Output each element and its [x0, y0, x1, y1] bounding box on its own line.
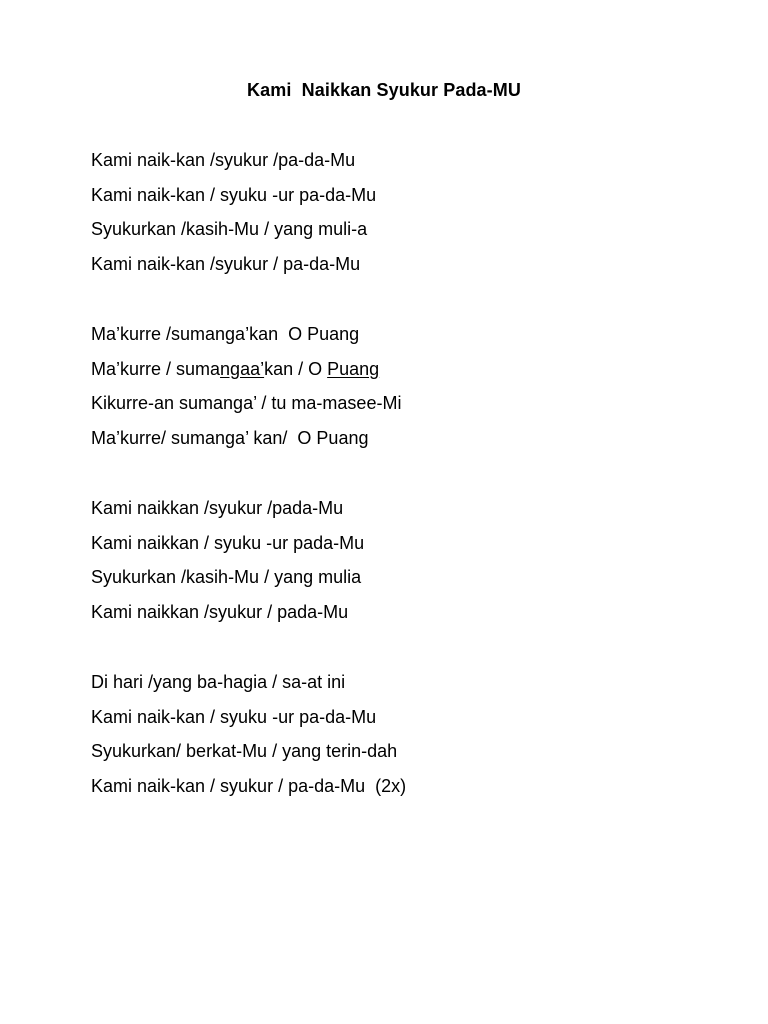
lyric-line: Kami naik-kan / syukur / pa-da-Mu (2x) [91, 776, 407, 797]
lyric-line: Ma’kurre/ sumanga’ kan/ O Puang [91, 428, 369, 449]
lyric-line: Di hari /yang ba-hagia / sa-at ini [91, 672, 346, 692]
verse-1 [91, 149, 376, 288]
lyric-line: Kami naik-kan / syuku -ur pa-da-Mu [91, 706, 377, 727]
verse-2 [91, 323, 401, 462]
verse-3 [91, 497, 364, 636]
lyric-line: Kami naikkan / syuku -ur pada-Mu [91, 532, 365, 553]
lyric-line: Syukurkan /kasih-Mu / yang muli-a [91, 219, 368, 240]
underlined-segment: Puang [327, 358, 380, 379]
lyric-line: Kami naik-kan / syuku -ur pa-da-Mu [91, 184, 377, 205]
lyric-line-underlined [91, 358, 401, 393]
lyric-line: Syukurkan/ berkat-Mu / yang terin-dah [91, 741, 398, 762]
lyric-segment: kan / O [264, 358, 328, 379]
lyric-line: Kami naik-kan /syukur / pa-da-Mu [91, 254, 361, 275]
lyric-line: Kikurre-an sumanga’ / tu ma-masee-Mi [91, 393, 402, 414]
verse-4 [91, 671, 406, 810]
lyric-line: Kami naikkan /syukur /pada-Mu [91, 498, 344, 518]
underlined-segment: ngaa’ [220, 358, 265, 379]
lyric-segment: Ma’kurre / suma [91, 358, 221, 379]
lyric-line: Kami naik-kan /syukur /pa-da-Mu [91, 150, 356, 170]
song-title: Kami Naikkan Syukur Pada-MU [247, 80, 521, 100]
lyric-line: Kami naikkan /syukur / pada-Mu [91, 602, 349, 623]
lyric-line: Syukurkan /kasih-Mu / yang mulia [91, 567, 362, 588]
lyric-line: Ma’kurre /sumanga’kan O Puang [91, 324, 360, 344]
